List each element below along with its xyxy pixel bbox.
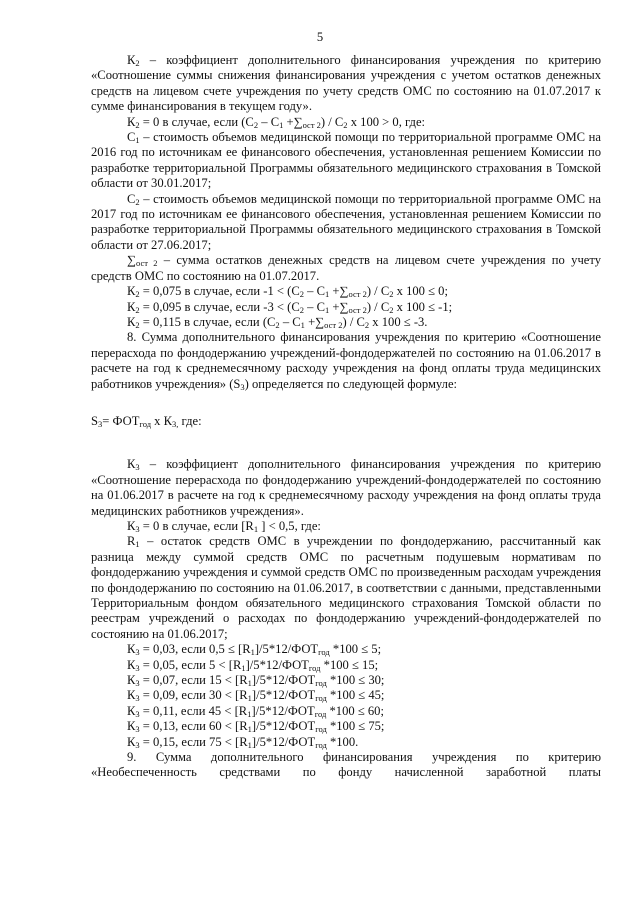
k3-case-2: $К_3 = 0,05$, если $5 < [R_1]/5*12/ФОТ_{год}$ *100 ≤ 15; (127, 657, 379, 673)
k3-case-1: $К_3 = 0,03$, если $0,5 \le [R_1]/5*12/ФОТ_{год}$ *100 ≤ 5; (127, 642, 382, 658)
document-body (91, 53, 601, 781)
k3-case-7: $К_3 = 0,15$, если $75 < [R_1]/5*12/ФОТ_{год}$ *100. (127, 734, 359, 750)
k2-zero-condition: $К_2 = 0$ в случае, если $(С_2 - С_1 +\sum_{ост 2}) / С_2$ х 100 > 0, где: (127, 114, 426, 130)
c2-definition: $С_2$ – стоимость объемов медицинской помощи по территориальной программе ОМС на 2017 год по источникам ее финансового обеспечения, установленная решением Комиссии по разработке территориальной Программы обязательного медицинского страхования в Томской области от 27.06.2017; (91, 191, 601, 252)
k3-case-5: $К_3 = 0,11$, если $45 < [R_1]/5*12/ФОТ_{год}$ *100 ≤ 60; (127, 703, 384, 719)
k3-definition: $К_3$ – коэффициент дополнительного финансирования учреждения по критерию «Соотношение перерасхода по фондодержанию учреждений-фондодержателей по состоянию на 01.06.2017 в расчете на год к среднемесячному расходу учреждения на фонд оплаты труда медицинских работников учреждения». (91, 457, 601, 518)
section-9-intro: 9. Сумма дополнительного финансирования учреждения по критерию «Необеспеченность средствами по фонду начисленной заработной платы (91, 750, 601, 780)
k2-case-2: $К_2 = 0,095$ в случае, если $-3 < (С_2 - С_1 +\sum_{ост 2}) / С_2$ х 100 ≤ -1; (127, 299, 453, 315)
k2-definition: $К_2$ – коэффициент дополнительного финансирования учреждения по критерию «Соотношение суммы снижения финансирования учреждения с учетом остатков денежных средств на лицевом счете учреждения по учету средств ОМС по состоянию на 01.07.2017 к сумме финансирования в текущем году». (91, 53, 601, 114)
k3-case-4: $К_3 = 0,09$, если $30 < [R_1]/5*12/ФОТ_{год}$ *100 ≤ 45; (127, 688, 385, 704)
k2-case-1: $К_2 = 0,075$ в случае, если $-1 < (С_2 - С_1 +\sum_{ост 2}) / С_2$ х 100 ≤ 0; (127, 284, 448, 300)
c1-definition: $С_1$ – стоимость объемов медицинской помощи по территориальной программе ОМС на 2016 год по источникам ее финансового обеспечения, установленная решением Комиссии по разработке территориальной Программы обязательного медицинского страхования в Томской области от 30.01.2017; (91, 130, 601, 191)
section-8-intro: 8. Сумма дополнительного финансирования учреждения по критерию «Соотношение перерасхода по фондодержанию учреждений-фондодержателей по состоянию на 01.06.2017 в расчете на год к среднемесячному расходу учреждения на фонд оплаты труда медицинских работников учреждения» $(S_3)$ определяется по следующей формуле: (91, 330, 601, 392)
page-number: 5 (316, 30, 324, 44)
r1-definition: $R_1$ – остаток средств ОМС в учреждении по фондодержанию, рассчитанный как разница между суммой средств ОМС по расчетным подушевым нормативам по фондодержанию учреждения и суммой средств ОМС по произведенным расходам учреждения по фондодержанию по состоянию на 01.06.2017, в соответствии с данными, представленными Территориальным фондом обязательного медицинского страхования Томской области по реестрам учреждений о расходах по фондодержанию учреждений-фондодержателей по состоянию на 01.06.2017; (91, 534, 601, 641)
k2-case-3: $К_2 = 0,115$ в случае, если $(С_2 - С_1 +\sum_{ост 2}) / С_2$ х 100 ≤ -3. (127, 314, 428, 330)
s3-formula: $S_3= ФОТ_{год}$ х $К_{3,}$ где: (91, 413, 202, 429)
k3-case-3: $К_3 = 0,07$, если $15 < [R_1]/5*12/ФОТ_{год}$ *100 ≤ 30; (127, 673, 385, 689)
k3-case-6: $К_3 = 0,13$, если $60 < [R_1]/5*12/ФОТ_{год}$ *100 ≤ 75; (127, 719, 385, 735)
sum-residual-definition: $\sum_{ост 2}$ – сумма остатков денежных средств на лицевом счете учреждения по учету средств ОМС по состоянию на 01.07.2017. (91, 253, 602, 283)
k3-zero-condition: $К_3 = 0$ в случае, если [$R_1$ ] < 0,5, где: (127, 518, 321, 534)
